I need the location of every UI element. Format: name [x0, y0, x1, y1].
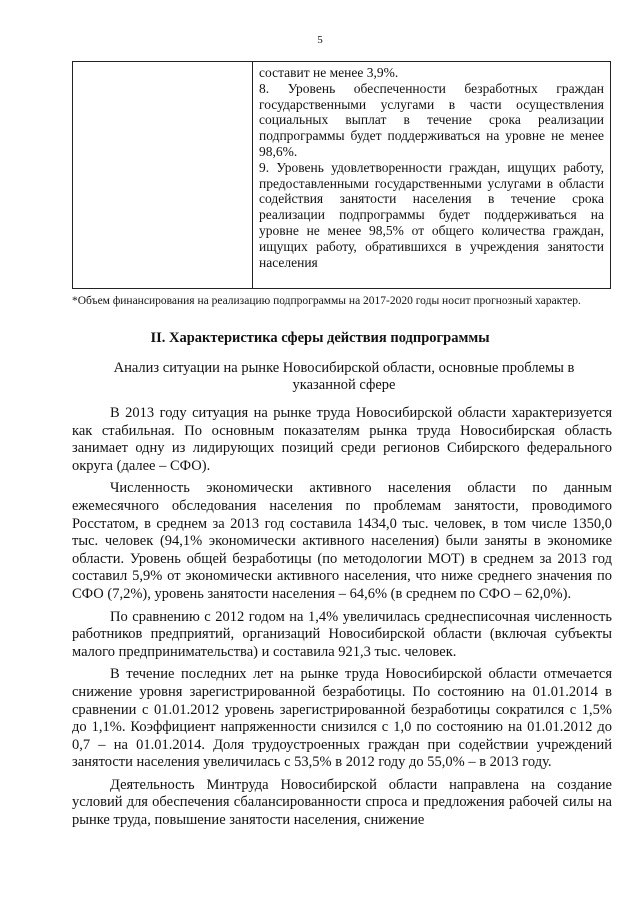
- paragraph: По сравнению с 2012 годом на 1,4% увеличилась среднесписочная численность работников предприятий, организаций Новосибирской области (включая субъекты малого предпринимательства) и составила 921,3 тыс. человек.: [72, 608, 612, 660]
- table-item-9: 9. Уровень удовлетворенности граждан, ищущих работу, предоставленными государственными услугами в области содействия занятости населения в течение срока реализации подпрограммы будет поддерживаться на уровне не менее 98,5% от общего количества граждан, ищущих работу, обратившихся в учреждения занятости населения: [259, 159, 604, 270]
- subheading: Анализ ситуации на рынке Новосибирской области, основные проблемы в указанной сфере: [113, 360, 575, 393]
- indicators-table: [72, 61, 611, 289]
- section-heading: II. Характеристика сферы действия подпрограммы: [150, 330, 490, 346]
- paragraph: В течение последних лет на рынке труда Новосибирской области отмечается снижение уровня зарегистрированной безработицы. По состоянию на 01.01.2014 в сравнении с 01.01.2012 уровень зарегистрированной безработицы сократился с 1,5% до 1,1%. Коэффициент напряженности снизился с 1,0 по состоянию на 01.01.2012 до 0,7 – на 01.01.2014. Доля трудоустроенных граждан при содействии учреждений занятости населения увеличилась с 53,5% в 2012 году до 55,0% – в 2013 году.: [72, 666, 612, 771]
- paragraph: Деятельность Минтруда Новосибирской области направлена на создание условий для обеспечения сбалансированности спроса и предложения рабочей силы на рынке труда, повышение занятости населения, снижение: [72, 776, 612, 829]
- table-left-cell: [73, 62, 253, 288]
- body-text: [72, 405, 612, 835]
- paragraph: Численность экономически активного населения области по данным ежемесячного обследования населения по проблемам занятости, проводимого Росстатом, в среднем за 2013 год составила 1434,0 тыс. человек, в том числе 1350,0 тыс. человек (94,1% экономически активного населения) были заняты в экономике области. Уровень общей безработицы (по методологии МОТ) в среднем за 2013 год составил 5,9% от экономически активного населения, что ниже среднего значения по СФО (7,2%), уровень занятости населения – 64,6% (в среднем по СФО – 62,0%).: [72, 480, 612, 602]
- page-number: 5: [317, 34, 323, 46]
- table-right-cell: [259, 65, 604, 270]
- table-item-8: 8. Уровень обеспеченности безработных граждан государственными услугами в части осуществления социальных выплат в течение срока реализации подпрограммы будет поддерживаться на уровне не менее 98,6%.: [259, 80, 604, 159]
- paragraph: В 2013 году ситуация на рынке труда Новосибирской области характеризуется как стабильная. По основным показателям рынка труда Новосибирская область занимает одну из лидирующих позиций среди регионов Сибирского федерального округа (далее – СФО).: [72, 405, 612, 474]
- table-line: составит не менее 3,9%.: [259, 65, 399, 80]
- footnote: *Объем финансирования на реализацию подпрограммы на 2017-2020 годы носит прогнозный характер.: [72, 295, 581, 307]
